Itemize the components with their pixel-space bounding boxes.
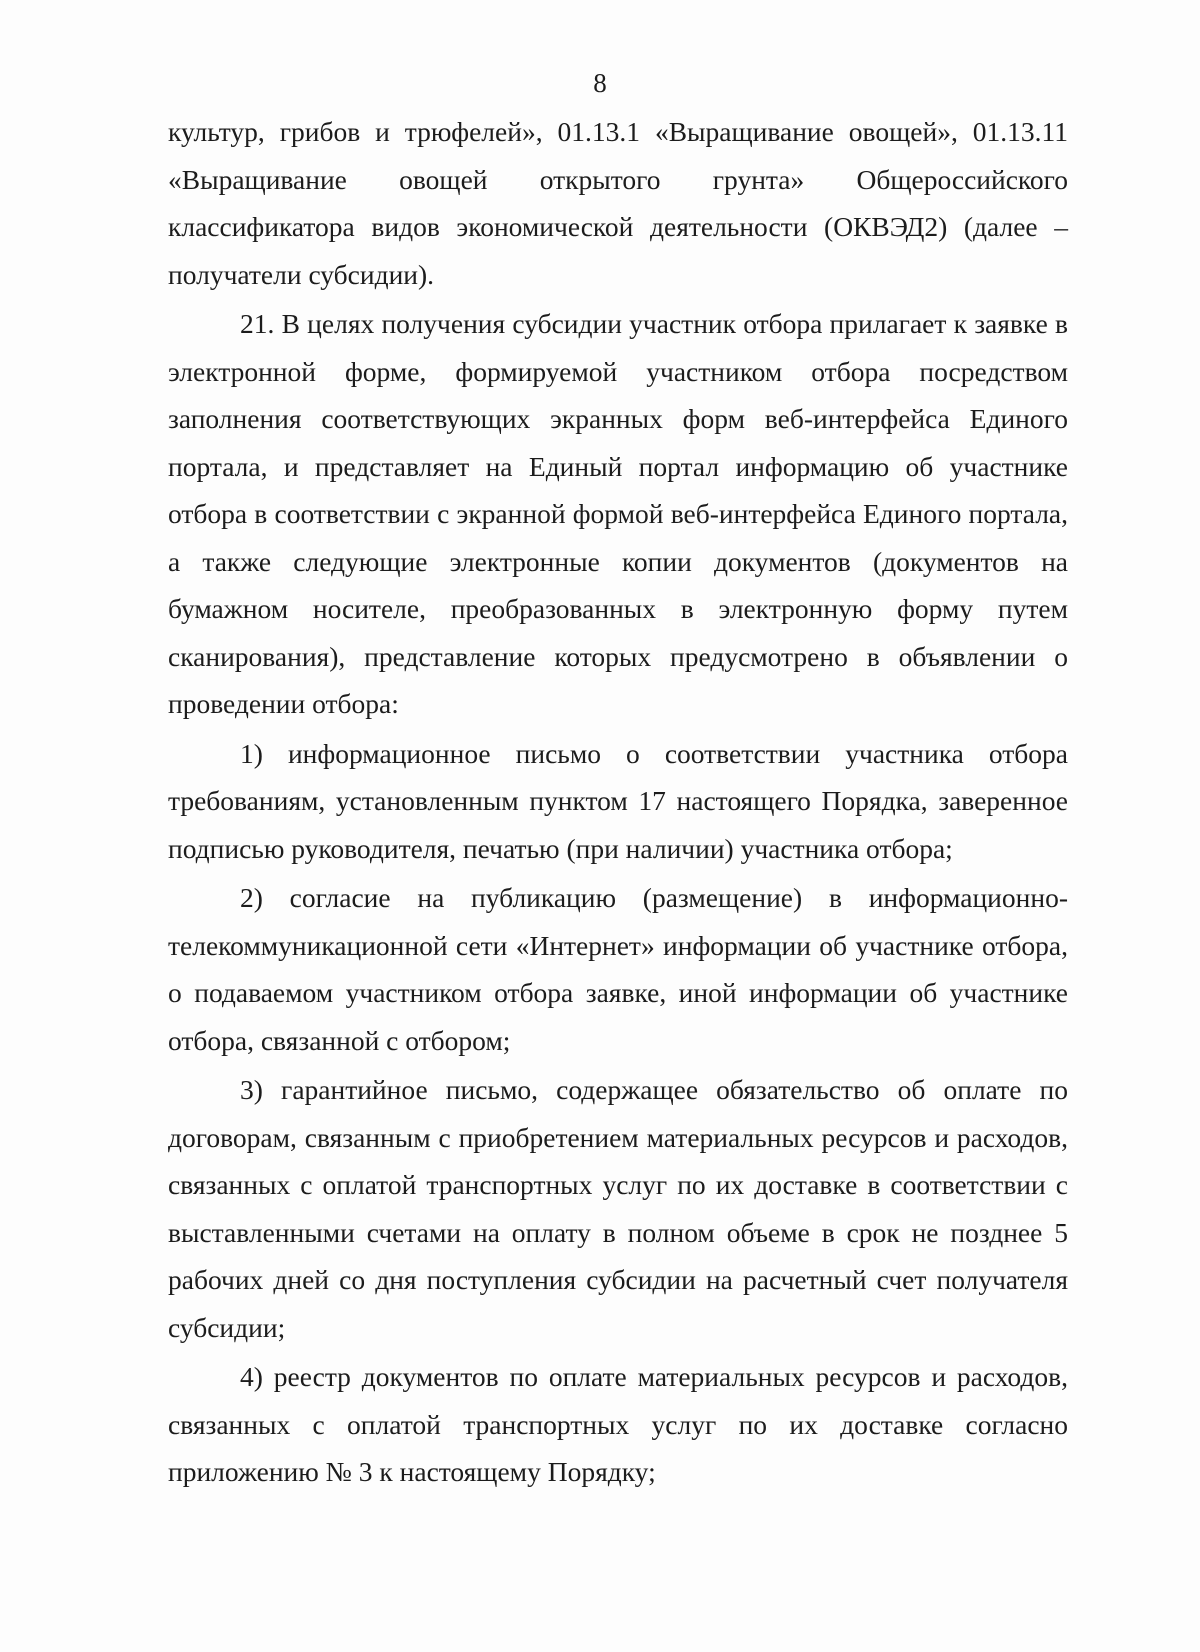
document-body — [168, 108, 1068, 1496]
paragraph-subitem-1: 1) информационное письмо о соответствии участника отбора требованиям, установленным пунктом 17 настоящего Порядка, заверенное подписью руководителя, печатью (при наличии) участника отбора; — [168, 737, 1068, 864]
paragraph-subitem-2: 2) согласие на публикацию (размещение) в информационно-телекоммуникационной сети «Интернет» информации об участнике отбора, о подаваемом участником отбора заявке, иной информации об участнике отбора, связанной с отбором; — [168, 882, 1068, 1056]
paragraph-subitem-4: 4) реестр документов по оплате материальных ресурсов и расходов, связанных с оплатой транспортных услуг по их доставке согласно приложению № 3 к настоящему Порядку; — [168, 1361, 1068, 1487]
paragraph-continuation: культур, грибов и трюфелей», 01.13.1 «Выращивание овощей», 01.13.11 «Выращивание овощей открытого грунта» Общероссийского классификатора видов экономической деятельности (ОКВЭД2) (далее – получатели субсидии). — [168, 116, 1068, 290]
paragraph-subitem-3: 3) гарантийное письмо, содержащее обязательство об оплате по договорам, связанным с приобретением материальных ресурсов и расходов, связанных с оплатой транспортных услуг по их доставке в соответствии с выставленными счетами на оплату в полном объеме в срок не позднее 5 рабочих дней со дня поступления субсидии на расчетный счет получателя субсидии; — [168, 1074, 1068, 1343]
paragraph-item-21: 21. В целях получения субсидии участник отбора прилагает к заявке в электронной форме, формируемой участником отбора посредством заполнения соответствующих экранных форм веб-интерфейса Единого портала, и представляет на Единый портал информацию об участнике отбора в соответствии с экранной формой веб-интерфейса Единого портала, а также следующие электронные копии документов (документов на бумажном носителе, преобразованных в электронную форму путем сканирования), представление которых предусмотрено в объявлении о проведении отбора: — [168, 308, 1068, 719]
page-number: 8 — [593, 68, 607, 98]
